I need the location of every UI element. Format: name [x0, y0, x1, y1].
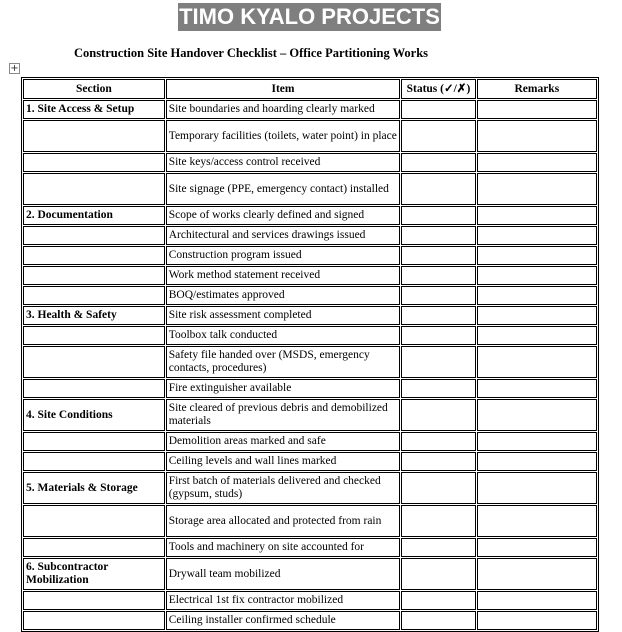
status-cell[interactable] — [401, 346, 475, 378]
remarks-cell[interactable] — [477, 538, 597, 557]
section-cell: 6. Subcontractor Mobilization — [23, 558, 165, 590]
remarks-cell[interactable] — [477, 206, 597, 225]
section-cell — [23, 346, 165, 378]
remarks-cell[interactable] — [477, 100, 597, 119]
remarks-cell[interactable] — [477, 226, 597, 245]
status-cell[interactable] — [401, 472, 475, 504]
header-remarks: Remarks — [477, 79, 597, 99]
table-row — [23, 153, 597, 172]
item-cell: Site cleared of previous debris and demobilized materials — [166, 399, 401, 431]
item-cell: Toolbox talk conducted — [166, 326, 401, 345]
document-title: Construction Site Handover Checklist – Office Partitioning Works — [73, 46, 429, 60]
remarks-cell[interactable] — [477, 266, 597, 285]
table-row — [23, 472, 597, 504]
section-cell — [23, 266, 165, 285]
item-cell: Scope of works clearly defined and signed — [166, 206, 401, 225]
table-row — [23, 120, 597, 152]
section-cell — [23, 326, 165, 345]
handover-checklist-table — [21, 77, 599, 632]
status-cell[interactable] — [401, 326, 475, 345]
item-cell: Ceiling installer confirmed schedule — [166, 611, 401, 630]
section-cell — [23, 286, 165, 305]
status-cell[interactable] — [401, 452, 475, 471]
status-cell[interactable] — [401, 266, 475, 285]
remarks-cell[interactable] — [477, 505, 597, 537]
remarks-cell[interactable] — [477, 379, 597, 398]
section-cell: 2. Documentation — [23, 206, 165, 225]
remarks-cell[interactable] — [477, 611, 597, 630]
status-cell[interactable] — [401, 538, 475, 557]
status-cell[interactable] — [401, 558, 475, 590]
item-cell: Temporary facilities (toilets, water point) in place — [166, 120, 401, 152]
section-cell — [23, 246, 165, 265]
table-move-handle-icon[interactable]: + — [10, 63, 19, 74]
item-cell: Storage area allocated and protected from rain — [166, 505, 401, 537]
section-cell — [23, 153, 165, 172]
table-row — [23, 379, 597, 398]
remarks-cell[interactable] — [477, 286, 597, 305]
table-row — [23, 558, 597, 590]
remarks-cell[interactable] — [477, 472, 597, 504]
header-status: Status (✓/✗) — [401, 79, 475, 99]
status-cell[interactable] — [401, 432, 475, 451]
status-cell[interactable] — [401, 120, 475, 152]
remarks-cell[interactable] — [477, 120, 597, 152]
company-banner: TIMO KYALO PROJECTS — [179, 4, 440, 29]
table-row — [23, 246, 597, 265]
table-row — [23, 432, 597, 451]
item-cell: Electrical 1st fix contractor mobilized — [166, 591, 401, 610]
status-cell[interactable] — [401, 226, 475, 245]
header-row — [23, 79, 597, 99]
item-cell: Site boundaries and hoarding clearly marked — [166, 100, 401, 119]
section-cell: 1. Site Access & Setup — [23, 100, 165, 119]
remarks-cell[interactable] — [477, 452, 597, 471]
status-cell[interactable] — [401, 206, 475, 225]
table-row — [23, 399, 597, 431]
checklist-body — [23, 100, 597, 630]
section-cell — [23, 452, 165, 471]
remarks-cell[interactable] — [477, 432, 597, 451]
table-row — [23, 286, 597, 305]
remarks-cell[interactable] — [477, 399, 597, 431]
table-row — [23, 306, 597, 325]
table-row — [23, 206, 597, 225]
remarks-cell[interactable] — [477, 346, 597, 378]
section-cell — [23, 226, 165, 245]
status-cell[interactable] — [401, 505, 475, 537]
section-cell — [23, 591, 165, 610]
status-cell[interactable] — [401, 246, 475, 265]
item-cell: First batch of materials delivered and checked (gypsum, studs) — [166, 472, 401, 504]
table-row — [23, 326, 597, 345]
item-cell: Tools and machinery on site accounted for — [166, 538, 401, 557]
item-cell: Site signage (PPE, emergency contact) installed — [166, 173, 401, 205]
status-cell[interactable] — [401, 306, 475, 325]
section-cell — [23, 120, 165, 152]
status-cell[interactable] — [401, 153, 475, 172]
table-row — [23, 505, 597, 537]
item-cell: Architectural and services drawings issued — [166, 226, 401, 245]
header-section: Section — [23, 79, 165, 99]
section-cell: 3. Health & Safety — [23, 306, 165, 325]
item-cell: Ceiling levels and wall lines marked — [166, 452, 401, 471]
table-row — [23, 346, 597, 378]
remarks-cell[interactable] — [477, 173, 597, 205]
remarks-cell[interactable] — [477, 153, 597, 172]
item-cell: Site keys/access control received — [166, 153, 401, 172]
item-cell: BOQ/estimates approved — [166, 286, 401, 305]
status-cell[interactable] — [401, 379, 475, 398]
item-cell: Site risk assessment completed — [166, 306, 401, 325]
remarks-cell[interactable] — [477, 246, 597, 265]
section-cell: 5. Materials & Storage — [23, 472, 165, 504]
table-row — [23, 538, 597, 557]
table-row — [23, 452, 597, 471]
item-cell: Demolition areas marked and safe — [166, 432, 401, 451]
item-cell: Fire extinguisher available — [166, 379, 401, 398]
status-cell[interactable] — [401, 173, 475, 205]
remarks-cell[interactable] — [477, 326, 597, 345]
table-row — [23, 173, 597, 205]
section-cell — [23, 432, 165, 451]
header-item: Item — [166, 79, 401, 99]
table-row — [23, 226, 597, 245]
status-cell[interactable] — [401, 286, 475, 305]
item-cell: Work method statement received — [166, 266, 401, 285]
status-cell[interactable] — [401, 591, 475, 610]
remarks-cell[interactable] — [477, 306, 597, 325]
item-cell: Safety file handed over (MSDS, emergency contacts, procedures) — [166, 346, 401, 378]
section-cell: 4. Site Conditions — [23, 399, 165, 431]
item-cell: Drywall team mobilized — [166, 558, 401, 590]
table-row — [23, 266, 597, 285]
table-row — [23, 611, 597, 630]
remarks-cell[interactable] — [477, 558, 597, 590]
remarks-cell[interactable] — [477, 591, 597, 610]
table-row — [23, 591, 597, 610]
status-cell[interactable] — [401, 399, 475, 431]
section-cell — [23, 611, 165, 630]
table-row — [23, 100, 597, 119]
section-cell — [23, 505, 165, 537]
status-cell[interactable] — [401, 611, 475, 630]
section-cell — [23, 538, 165, 557]
section-cell — [23, 379, 165, 398]
status-cell[interactable] — [401, 100, 475, 119]
section-cell — [23, 173, 165, 205]
item-cell: Construction program issued — [166, 246, 401, 265]
